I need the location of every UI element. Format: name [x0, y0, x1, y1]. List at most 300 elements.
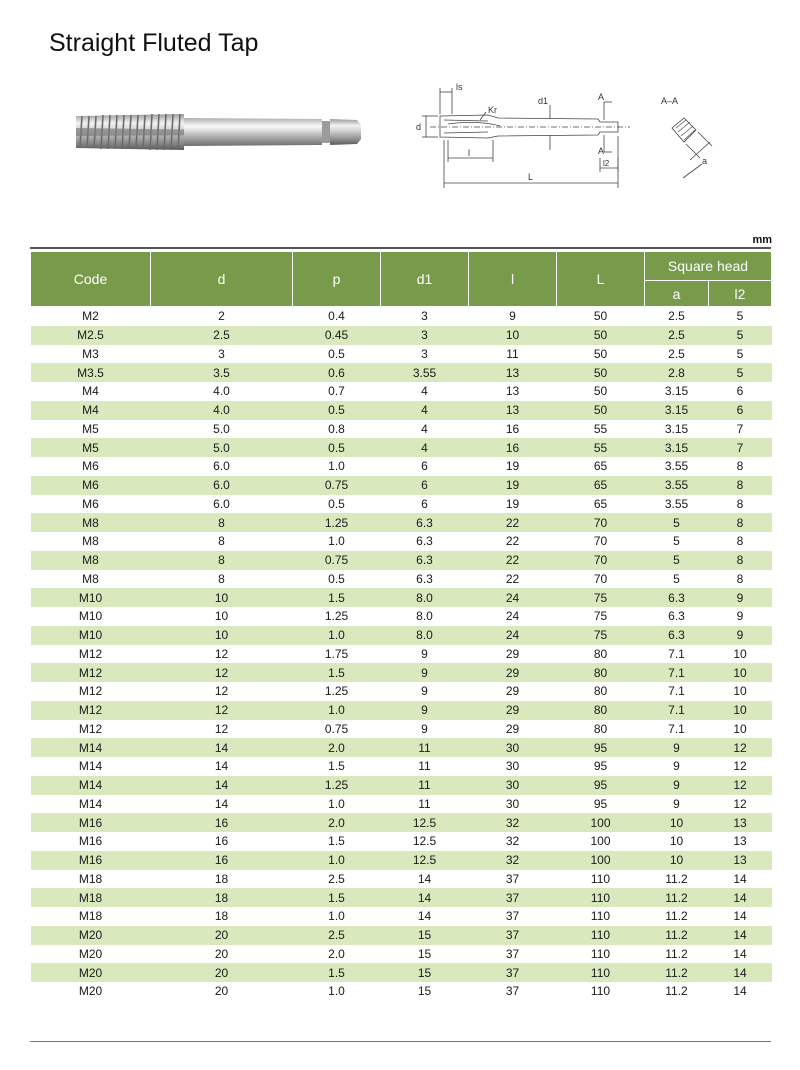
table-cell: 110: [557, 870, 645, 889]
table-cell: 5: [709, 307, 772, 326]
table-cell: 1.0: [293, 982, 381, 1001]
table-cell: M3.5: [31, 363, 151, 382]
table-cell: 20: [151, 945, 293, 964]
drawing-label-ls: ls: [456, 82, 463, 92]
table-cell: 3.15: [645, 438, 709, 457]
table-row: [31, 307, 772, 326]
table-row: [31, 607, 772, 626]
table-cell: 55: [557, 438, 645, 457]
table-cell: 1.25: [293, 776, 381, 795]
table-cell: 80: [557, 682, 645, 701]
table-cell: 1.25: [293, 682, 381, 701]
table-cell: 8: [709, 551, 772, 570]
table-cell: M5: [31, 438, 151, 457]
table-cell: 2.5: [645, 326, 709, 345]
table-row: [31, 420, 772, 439]
table-cell: 1.5: [293, 663, 381, 682]
table-cell: 22: [469, 532, 557, 551]
table-cell: 11.2: [645, 888, 709, 907]
table-cell: 0.5: [293, 570, 381, 589]
table-cell: 12: [709, 795, 772, 814]
table-cell: 10: [709, 720, 772, 739]
table-cell: 12: [151, 663, 293, 682]
table-cell: 8: [151, 513, 293, 532]
table-row: [31, 513, 772, 532]
table-cell: 0.8: [293, 420, 381, 439]
table-cell: 10: [709, 663, 772, 682]
table-cell: 16: [469, 438, 557, 457]
header-a: a: [645, 281, 709, 307]
table-cell: 3: [151, 345, 293, 364]
table-cell: 8: [151, 532, 293, 551]
table-cell: 8.0: [381, 626, 469, 645]
table-cell: 2.5: [151, 326, 293, 345]
table-cell: 50: [557, 307, 645, 326]
table-cell: 32: [469, 813, 557, 832]
table-cell: 8: [709, 457, 772, 476]
table-cell: 8.0: [381, 588, 469, 607]
table-cell: 7.1: [645, 645, 709, 664]
table-cell: 14: [709, 907, 772, 926]
table-cell: M20: [31, 945, 151, 964]
table-row: [31, 907, 772, 926]
table-cell: 12.5: [381, 832, 469, 851]
table-cell: 9: [381, 682, 469, 701]
table-row: [31, 532, 772, 551]
table-cell: 7: [709, 420, 772, 439]
table-cell: 29: [469, 701, 557, 720]
header-l2: l2: [709, 281, 772, 307]
section-view: [658, 92, 738, 187]
table-cell: M20: [31, 982, 151, 1001]
table-cell: 0.5: [293, 438, 381, 457]
table-cell: 50: [557, 326, 645, 345]
table-cell: 70: [557, 513, 645, 532]
table-cell: M12: [31, 663, 151, 682]
table-cell: 3.5: [151, 363, 293, 382]
table-cell: 7.1: [645, 720, 709, 739]
table-cell: M3: [31, 345, 151, 364]
table-cell: 14: [709, 963, 772, 982]
table-row: [31, 851, 772, 870]
table-cell: 9: [381, 663, 469, 682]
table-cell: 75: [557, 626, 645, 645]
table-cell: M12: [31, 701, 151, 720]
table-cell: 80: [557, 663, 645, 682]
table-cell: M10: [31, 607, 151, 626]
table-cell: 1.5: [293, 832, 381, 851]
table-cell: 7: [709, 438, 772, 457]
table-cell: 95: [557, 738, 645, 757]
table-cell: 8: [709, 570, 772, 589]
table-cell: 19: [469, 476, 557, 495]
table-cell: 22: [469, 513, 557, 532]
table-row: [31, 870, 772, 889]
page-title: Straight Fluted Tap: [49, 29, 259, 57]
table-cell: 110: [557, 945, 645, 964]
table-cell: 50: [557, 382, 645, 401]
table-cell: 10: [709, 701, 772, 720]
table-cell: 7.1: [645, 682, 709, 701]
table-cell: 3.55: [645, 457, 709, 476]
table-cell: 7.1: [645, 701, 709, 720]
table-cell: 5: [645, 532, 709, 551]
table-row: [31, 795, 772, 814]
table-cell: 14: [709, 982, 772, 1001]
specification-table: [30, 251, 772, 1001]
table-cell: 100: [557, 832, 645, 851]
table-cell: 10: [151, 588, 293, 607]
table-cell: 10: [645, 813, 709, 832]
table-cell: 12: [151, 682, 293, 701]
table-cell: 10: [709, 645, 772, 664]
table-row: [31, 588, 772, 607]
table-cell: 6: [381, 457, 469, 476]
table-cell: 15: [381, 926, 469, 945]
table-cell: 3.55: [645, 476, 709, 495]
header-L: L: [557, 252, 645, 307]
table-cell: 3.15: [645, 382, 709, 401]
table-cell: 11: [381, 738, 469, 757]
table-cell: M12: [31, 645, 151, 664]
table-row: [31, 701, 772, 720]
table-cell: 13: [709, 832, 772, 851]
table-cell: 95: [557, 757, 645, 776]
table-cell: 24: [469, 588, 557, 607]
table-cell: 30: [469, 757, 557, 776]
tap-technical-drawing: [408, 80, 648, 190]
table-cell: 1.75: [293, 645, 381, 664]
bottom-rule: [30, 1041, 771, 1042]
table-cell: M12: [31, 682, 151, 701]
table-cell: 5.0: [151, 438, 293, 457]
table-cell: 14: [709, 888, 772, 907]
table-cell: 37: [469, 870, 557, 889]
table-cell: 110: [557, 982, 645, 1001]
table-cell: 110: [557, 926, 645, 945]
table-cell: 6.3: [381, 532, 469, 551]
table-cell: 0.5: [293, 401, 381, 420]
table-cell: M14: [31, 757, 151, 776]
table-cell: 6: [381, 495, 469, 514]
table-cell: 0.5: [293, 495, 381, 514]
table-cell: 2.0: [293, 738, 381, 757]
table-cell: 10: [645, 832, 709, 851]
table-cell: 14: [151, 795, 293, 814]
table-cell: 32: [469, 832, 557, 851]
table-cell: 4.0: [151, 401, 293, 420]
table-cell: M14: [31, 776, 151, 795]
table-cell: 6.3: [381, 570, 469, 589]
table-cell: 110: [557, 907, 645, 926]
table-cell: 13: [709, 813, 772, 832]
table-cell: 6.3: [645, 588, 709, 607]
table-cell: 2.0: [293, 945, 381, 964]
table-cell: 3.15: [645, 420, 709, 439]
table-cell: 9: [645, 795, 709, 814]
table-cell: 95: [557, 776, 645, 795]
table-cell: 14: [151, 757, 293, 776]
table-cell: 1.0: [293, 457, 381, 476]
table-cell: 30: [469, 776, 557, 795]
table-cell: M12: [31, 720, 151, 739]
table-cell: 13: [469, 401, 557, 420]
table-cell: 110: [557, 963, 645, 982]
table-cell: 37: [469, 926, 557, 945]
table-cell: 4: [381, 382, 469, 401]
table-cell: 70: [557, 532, 645, 551]
table-cell: 1.25: [293, 607, 381, 626]
table-cell: 14: [709, 870, 772, 889]
table-cell: 20: [151, 963, 293, 982]
table-cell: 18: [151, 870, 293, 889]
table-cell: 2.8: [645, 363, 709, 382]
table-cell: 100: [557, 851, 645, 870]
table-cell: 9: [709, 607, 772, 626]
table-cell: M14: [31, 795, 151, 814]
table-cell: M10: [31, 588, 151, 607]
table-cell: 14: [151, 776, 293, 795]
table-cell: 8: [709, 495, 772, 514]
table-cell: 0.75: [293, 476, 381, 495]
table-cell: M10: [31, 626, 151, 645]
table-row: [31, 720, 772, 739]
table-cell: 20: [151, 982, 293, 1001]
table-cell: M16: [31, 851, 151, 870]
table-cell: M16: [31, 813, 151, 832]
table-cell: 9: [381, 720, 469, 739]
table-row: [31, 945, 772, 964]
table-cell: 11: [381, 795, 469, 814]
table-cell: 1.5: [293, 963, 381, 982]
table-cell: 6: [381, 476, 469, 495]
table-row: [31, 570, 772, 589]
table-cell: 19: [469, 495, 557, 514]
table-cell: 10: [645, 851, 709, 870]
table-cell: 11.2: [645, 963, 709, 982]
unit-label: mm: [752, 234, 772, 246]
table-cell: 5: [709, 326, 772, 345]
header-d1: d1: [381, 252, 469, 307]
table-row: [31, 738, 772, 757]
table-cell: 55: [557, 420, 645, 439]
table-cell: 0.4: [293, 307, 381, 326]
table-row: [31, 363, 772, 382]
header-d: d: [151, 252, 293, 307]
table-cell: 5: [709, 363, 772, 382]
table-cell: 6.3: [645, 607, 709, 626]
table-cell: 19: [469, 457, 557, 476]
table-cell: 6.3: [381, 551, 469, 570]
table-cell: M6: [31, 495, 151, 514]
table-cell: 11.2: [645, 945, 709, 964]
table-cell: 32: [469, 851, 557, 870]
table-cell: 0.6: [293, 363, 381, 382]
table-cell: M18: [31, 888, 151, 907]
table-cell: 1.5: [293, 888, 381, 907]
table-cell: M18: [31, 870, 151, 889]
table-cell: 0.45: [293, 326, 381, 345]
table-cell: 24: [469, 607, 557, 626]
table-cell: 2.5: [645, 307, 709, 326]
header-l: l: [469, 252, 557, 307]
table-cell: 12: [151, 701, 293, 720]
table-cell: 6.0: [151, 476, 293, 495]
table-cell: 8: [151, 551, 293, 570]
table-cell: 14: [709, 926, 772, 945]
table-cell: 2.5: [293, 926, 381, 945]
table-cell: M14: [31, 738, 151, 757]
table-row: [31, 813, 772, 832]
table-cell: 3: [381, 326, 469, 345]
drawing-label-kr: Kr: [488, 105, 497, 115]
table-cell: 2.0: [293, 813, 381, 832]
table-cell: 11.2: [645, 907, 709, 926]
table-cell: 29: [469, 645, 557, 664]
table-cell: M8: [31, 532, 151, 551]
table-cell: M18: [31, 907, 151, 926]
table-cell: 4.0: [151, 382, 293, 401]
table-row: [31, 776, 772, 795]
table-cell: 80: [557, 701, 645, 720]
table-cell: 9: [381, 701, 469, 720]
table-row: [31, 645, 772, 664]
table-cell: 1.0: [293, 907, 381, 926]
table-cell: 6: [709, 382, 772, 401]
table-cell: 29: [469, 663, 557, 682]
table-row: [31, 926, 772, 945]
table-cell: 75: [557, 588, 645, 607]
table-cell: M4: [31, 382, 151, 401]
table-cell: 8: [709, 476, 772, 495]
table-cell: 18: [151, 888, 293, 907]
table-row: [31, 495, 772, 514]
table-cell: 0.75: [293, 720, 381, 739]
table-cell: 14: [381, 870, 469, 889]
table-cell: 0.5: [293, 345, 381, 364]
table-cell: M20: [31, 926, 151, 945]
table-cell: 2: [151, 307, 293, 326]
top-rule: [30, 247, 771, 249]
header-p: p: [293, 252, 381, 307]
table-cell: 3: [381, 345, 469, 364]
table-cell: 9: [381, 645, 469, 664]
table-cell: M8: [31, 570, 151, 589]
table-cell: 11: [381, 776, 469, 795]
table-cell: 4: [381, 401, 469, 420]
table-cell: 80: [557, 645, 645, 664]
table-cell: M8: [31, 551, 151, 570]
table-cell: 29: [469, 720, 557, 739]
table-cell: 3.55: [381, 363, 469, 382]
table-cell: 12.5: [381, 813, 469, 832]
table-cell: M5: [31, 420, 151, 439]
table-cell: 14: [381, 907, 469, 926]
table-cell: 70: [557, 570, 645, 589]
table-cell: 3.55: [645, 495, 709, 514]
section-label: A–A: [661, 96, 679, 106]
table-cell: 70: [557, 551, 645, 570]
table-cell: 100: [557, 813, 645, 832]
table-cell: 8: [709, 513, 772, 532]
table-cell: 50: [557, 345, 645, 364]
table-cell: M2: [31, 307, 151, 326]
table-cell: 6.0: [151, 495, 293, 514]
table-row: [31, 626, 772, 645]
table-cell: 3.15: [645, 401, 709, 420]
drawing-label-L: L: [528, 172, 534, 182]
drawing-label-a-bottom: A: [598, 146, 605, 156]
drawing-label-l: l: [468, 148, 470, 158]
table-cell: 110: [557, 888, 645, 907]
table-cell: 7.1: [645, 663, 709, 682]
table-cell: 37: [469, 888, 557, 907]
table-cell: 0.75: [293, 551, 381, 570]
table-cell: 6: [709, 401, 772, 420]
table-cell: 1.0: [293, 795, 381, 814]
drawing-label-l2: l2: [603, 159, 610, 168]
table-cell: 3: [381, 307, 469, 326]
table-cell: 75: [557, 607, 645, 626]
table-cell: 22: [469, 551, 557, 570]
table-cell: 11: [469, 345, 557, 364]
table-cell: 15: [381, 963, 469, 982]
table-cell: 2.5: [293, 870, 381, 889]
table-row: [31, 438, 772, 457]
header-code: Code: [31, 252, 151, 307]
table-cell: M4: [31, 401, 151, 420]
table-cell: 50: [557, 401, 645, 420]
table-cell: 10: [469, 326, 557, 345]
table-cell: 4: [381, 420, 469, 439]
table-row: [31, 326, 772, 345]
table-cell: 15: [381, 982, 469, 1001]
table-cell: 6.3: [381, 513, 469, 532]
table-cell: 16: [469, 420, 557, 439]
table-cell: 30: [469, 795, 557, 814]
table-cell: 13: [709, 851, 772, 870]
drawing-label-a-top: A: [598, 92, 605, 102]
table-cell: 9: [469, 307, 557, 326]
table-cell: 37: [469, 945, 557, 964]
table-cell: 1.5: [293, 588, 381, 607]
table-cell: 80: [557, 720, 645, 739]
table-cell: 22: [469, 570, 557, 589]
table-cell: 1.0: [293, 701, 381, 720]
header-square-head: Square head: [645, 252, 772, 281]
table-cell: 95: [557, 795, 645, 814]
table-cell: 12: [709, 738, 772, 757]
table-cell: 6.3: [645, 626, 709, 645]
table-row: [31, 982, 772, 1001]
table-cell: 50: [557, 363, 645, 382]
table-cell: 9: [709, 588, 772, 607]
table-cell: M8: [31, 513, 151, 532]
table-cell: 10: [151, 607, 293, 626]
table-cell: 14: [381, 888, 469, 907]
table-cell: M6: [31, 476, 151, 495]
table-cell: 11.2: [645, 926, 709, 945]
tap-photo: [72, 108, 364, 156]
table-row: [31, 382, 772, 401]
table-cell: 2.5: [645, 345, 709, 364]
table-row: [31, 888, 772, 907]
table-cell: M20: [31, 963, 151, 982]
table-cell: 16: [151, 832, 293, 851]
table-row: [31, 832, 772, 851]
table-row: [31, 551, 772, 570]
section-label-a: a: [702, 156, 708, 166]
